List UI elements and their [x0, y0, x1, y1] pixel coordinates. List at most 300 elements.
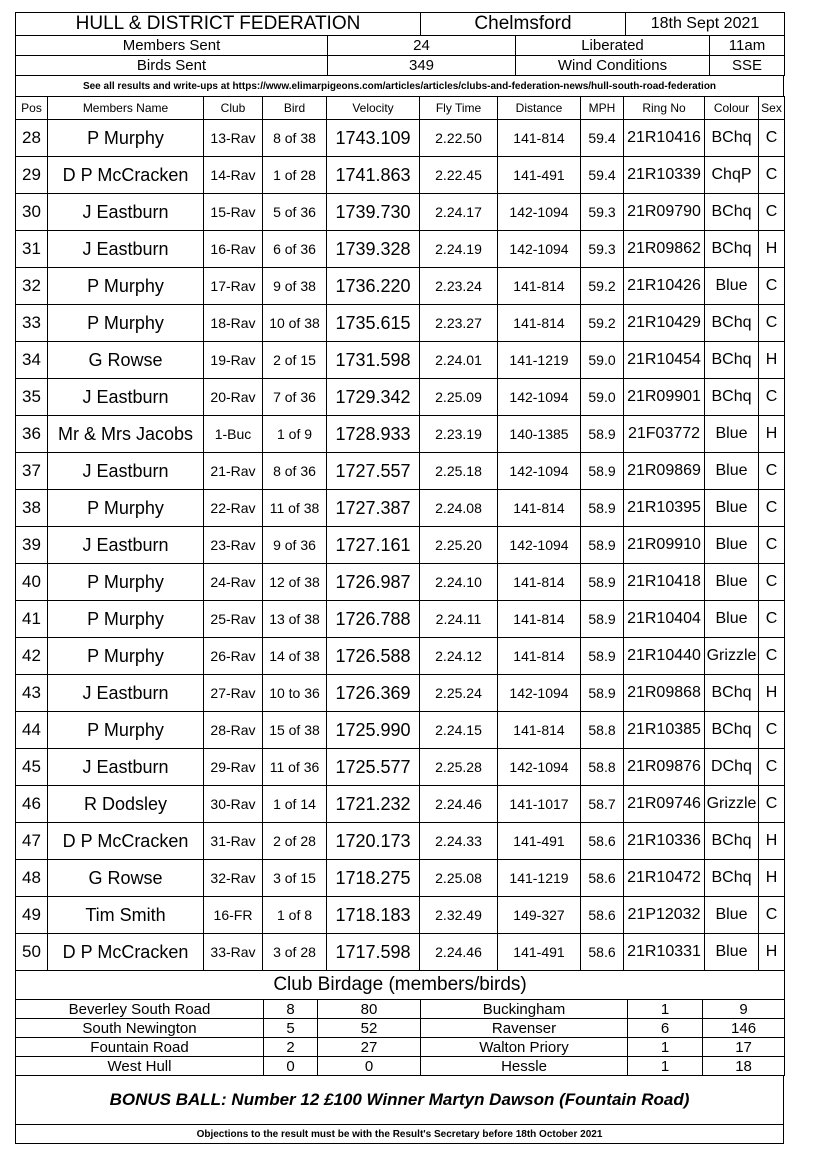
cell-distance: 142-1094 [498, 194, 581, 231]
cell-velocity: 1728.933 [327, 416, 420, 453]
cell-mph: 58.7 [581, 786, 624, 823]
table-row [16, 601, 785, 638]
cell-members-name: R Dodsley [48, 786, 204, 823]
cell-club: 23-Rav [204, 527, 263, 564]
cell-mph: 58.8 [581, 749, 624, 786]
cell-mph: 58.9 [581, 527, 624, 564]
cell-fly-time: 2.24.19 [420, 231, 498, 268]
cell-members-name: J Eastburn [48, 749, 204, 786]
table-row [16, 786, 785, 823]
cell-bird: 10 of 38 [263, 305, 327, 342]
cell-colour: BChq [705, 342, 759, 379]
cell-mph: 58.8 [581, 712, 624, 749]
cell-ring-no: 21R10416 [624, 120, 705, 157]
table-row [16, 194, 785, 231]
header-table [15, 12, 785, 36]
birdage-members: 1 [628, 1038, 703, 1057]
cell-fly-time: 2.25.24 [420, 675, 498, 712]
cell-sex: H [759, 675, 785, 712]
cell-fly-time: 2.24.15 [420, 712, 498, 749]
cell-ring-no: 21R10472 [624, 860, 705, 897]
cell-club: 21-Rav [204, 453, 263, 490]
cell-mph: 58.9 [581, 564, 624, 601]
birdage-birds: 80 [318, 1000, 421, 1019]
cell-bird: 14 of 38 [263, 638, 327, 675]
race-location: Chelmsford [421, 13, 626, 36]
cell-colour: Grizzle [705, 786, 759, 823]
cell-fly-time: 2.24.46 [420, 934, 498, 971]
cell-fly-time: 2.25.18 [420, 453, 498, 490]
cell-mph: 58.6 [581, 823, 624, 860]
cell-velocity: 1726.369 [327, 675, 420, 712]
column-header-colour: Colour [705, 97, 759, 120]
cell-club: 20-Rav [204, 379, 263, 416]
cell-colour: Grizzle [705, 638, 759, 675]
birdage-club-name: Beverley South Road [16, 1000, 264, 1019]
cell-ring-no: 21R09876 [624, 749, 705, 786]
column-header-ring-no: Ring No [624, 97, 705, 120]
cell-pos: 28 [16, 120, 48, 157]
bonus-ball-text: BONUS BALL: Number 12 £100 Winner Martyn Dawson (Fountain Road) [16, 1076, 784, 1125]
cell-sex: C [759, 305, 785, 342]
cell-distance: 141-814 [498, 601, 581, 638]
cell-sex: C [759, 786, 785, 823]
birdage-title: Club Birdage (members/birds) [16, 971, 785, 1000]
cell-colour: BChq [705, 305, 759, 342]
birdage-birds: 146 [703, 1019, 785, 1038]
cell-members-name: D P McCracken [48, 823, 204, 860]
cell-ring-no: 21P12032 [624, 897, 705, 934]
cell-ring-no: 21R09901 [624, 379, 705, 416]
cell-ring-no: 21R09869 [624, 453, 705, 490]
cell-mph: 59.3 [581, 194, 624, 231]
cell-velocity: 1726.588 [327, 638, 420, 675]
cell-bird: 3 of 28 [263, 934, 327, 971]
cell-ring-no: 21R09746 [624, 786, 705, 823]
cell-distance: 141-814 [498, 564, 581, 601]
table-row [16, 897, 785, 934]
table-row [16, 305, 785, 342]
column-header-pos: Pos [16, 97, 48, 120]
cell-colour: Blue [705, 453, 759, 490]
cell-mph: 58.9 [581, 416, 624, 453]
table-row [16, 860, 785, 897]
cell-colour: BChq [705, 379, 759, 416]
cell-members-name: G Rowse [48, 860, 204, 897]
cell-bird: 15 of 38 [263, 712, 327, 749]
cell-sex: C [759, 564, 785, 601]
cell-bird: 1 of 28 [263, 157, 327, 194]
birdage-birds: 27 [318, 1038, 421, 1057]
cell-velocity: 1735.615 [327, 305, 420, 342]
cell-pos: 29 [16, 157, 48, 194]
cell-members-name: P Murphy [48, 564, 204, 601]
table-row [16, 453, 785, 490]
cell-fly-time: 2.24.33 [420, 823, 498, 860]
cell-colour: Blue [705, 527, 759, 564]
cell-colour: Blue [705, 268, 759, 305]
cell-sex: H [759, 342, 785, 379]
cell-club: 25-Rav [204, 601, 263, 638]
cell-club: 28-Rav [204, 712, 263, 749]
cell-ring-no: 21F03772 [624, 416, 705, 453]
column-header-members-name: Members Name [48, 97, 204, 120]
cell-colour: Blue [705, 564, 759, 601]
table-row [16, 527, 785, 564]
cell-fly-time: 2.25.09 [420, 379, 498, 416]
cell-distance: 142-1094 [498, 231, 581, 268]
cell-fly-time: 2.23.19 [420, 416, 498, 453]
cell-sex: C [759, 268, 785, 305]
birdage-club-name: South Newington [16, 1019, 264, 1038]
cell-distance: 141-814 [498, 120, 581, 157]
cell-pos: 35 [16, 379, 48, 416]
cell-ring-no: 21R09862 [624, 231, 705, 268]
cell-pos: 32 [16, 268, 48, 305]
members-sent-label: Members Sent [16, 36, 328, 56]
table-row [16, 268, 785, 305]
birdage-row [16, 1057, 785, 1076]
cell-velocity: 1718.183 [327, 897, 420, 934]
cell-velocity: 1731.598 [327, 342, 420, 379]
cell-members-name: P Murphy [48, 268, 204, 305]
cell-sex: H [759, 823, 785, 860]
cell-club: 22-Rav [204, 490, 263, 527]
cell-club: 18-Rav [204, 305, 263, 342]
birds-sent-label: Birds Sent [16, 56, 328, 76]
cell-fly-time: 2.25.28 [420, 749, 498, 786]
cell-pos: 46 [16, 786, 48, 823]
cell-fly-time: 2.24.12 [420, 638, 498, 675]
column-header-bird: Bird [263, 97, 327, 120]
birdage-table [15, 970, 785, 1076]
table-row [16, 934, 785, 971]
birdage-club-name: West Hull [16, 1057, 264, 1076]
cell-fly-time: 2.32.49 [420, 897, 498, 934]
cell-velocity: 1736.220 [327, 268, 420, 305]
cell-distance: 141-814 [498, 490, 581, 527]
table-row [16, 638, 785, 675]
birdage-members: 0 [264, 1057, 318, 1076]
cell-distance: 141-1219 [498, 860, 581, 897]
birdage-members: 5 [264, 1019, 318, 1038]
table-row [16, 342, 785, 379]
cell-bird: 10 to 36 [263, 675, 327, 712]
cell-sex: C [759, 120, 785, 157]
cell-ring-no: 21R09790 [624, 194, 705, 231]
results-table [15, 96, 785, 971]
meta-table [15, 35, 785, 76]
cell-fly-time: 2.25.08 [420, 860, 498, 897]
cell-pos: 37 [16, 453, 48, 490]
cell-bird: 11 of 36 [263, 749, 327, 786]
cell-bird: 7 of 36 [263, 379, 327, 416]
cell-velocity: 1725.577 [327, 749, 420, 786]
cell-mph: 58.6 [581, 860, 624, 897]
cell-members-name: P Murphy [48, 712, 204, 749]
table-row [16, 120, 785, 157]
cell-pos: 36 [16, 416, 48, 453]
cell-club: 1-Buc [204, 416, 263, 453]
cell-fly-time: 2.25.20 [420, 527, 498, 564]
column-header-distance: Distance [498, 97, 581, 120]
cell-mph: 58.9 [581, 638, 624, 675]
cell-distance: 141-1017 [498, 786, 581, 823]
cell-mph: 59.3 [581, 231, 624, 268]
cell-sex: H [759, 231, 785, 268]
cell-mph: 58.9 [581, 601, 624, 638]
birdage-club-name: Fountain Road [16, 1038, 264, 1057]
cell-members-name: J Eastburn [48, 194, 204, 231]
cell-members-name: Mr & Mrs Jacobs [48, 416, 204, 453]
cell-members-name: P Murphy [48, 601, 204, 638]
cell-fly-time: 2.24.10 [420, 564, 498, 601]
cell-pos: 42 [16, 638, 48, 675]
cell-colour: Blue [705, 601, 759, 638]
cell-club: 33-Rav [204, 934, 263, 971]
results-body [16, 120, 785, 971]
cell-distance: 141-1219 [498, 342, 581, 379]
cell-velocity: 1721.232 [327, 786, 420, 823]
results-link[interactable]: See all results and write-ups at https://www.elimarpigeons.com/articles/articles/clubs-and-federation-news/hull-south-road-federation [16, 76, 784, 97]
cell-velocity: 1743.109 [327, 120, 420, 157]
cell-mph: 58.6 [581, 897, 624, 934]
cell-distance: 141-814 [498, 712, 581, 749]
cell-sex: C [759, 453, 785, 490]
cell-velocity: 1739.328 [327, 231, 420, 268]
cell-distance: 142-1094 [498, 379, 581, 416]
birdage-club-name: Walton Priory [421, 1038, 628, 1057]
cell-mph: 58.9 [581, 453, 624, 490]
cell-distance: 141-814 [498, 638, 581, 675]
table-row [16, 157, 785, 194]
cell-velocity: 1729.342 [327, 379, 420, 416]
cell-distance: 141-491 [498, 934, 581, 971]
cell-distance: 142-1094 [498, 749, 581, 786]
cell-colour: BChq [705, 675, 759, 712]
cell-club: 19-Rav [204, 342, 263, 379]
liberated-value: 11am [710, 36, 785, 56]
cell-sex: C [759, 897, 785, 934]
birdage-birds: 17 [703, 1038, 785, 1057]
cell-velocity: 1725.990 [327, 712, 420, 749]
cell-pos: 45 [16, 749, 48, 786]
cell-ring-no: 21R10454 [624, 342, 705, 379]
cell-pos: 38 [16, 490, 48, 527]
cell-members-name: D P McCracken [48, 157, 204, 194]
cell-sex: H [759, 934, 785, 971]
birdage-birds: 0 [318, 1057, 421, 1076]
table-row [16, 675, 785, 712]
cell-distance: 142-1094 [498, 527, 581, 564]
cell-club: 30-Rav [204, 786, 263, 823]
cell-ring-no: 21R09910 [624, 527, 705, 564]
link-table [15, 75, 784, 97]
cell-bird: 12 of 38 [263, 564, 327, 601]
column-header-sex: Sex [759, 97, 785, 120]
liberated-label: Liberated [516, 36, 710, 56]
cell-ring-no: 21R10339 [624, 157, 705, 194]
cell-fly-time: 2.24.46 [420, 786, 498, 823]
cell-members-name: Tim Smith [48, 897, 204, 934]
birdage-members: 1 [628, 1000, 703, 1019]
cell-pos: 40 [16, 564, 48, 601]
column-header-row [16, 97, 785, 120]
cell-members-name: D P McCracken [48, 934, 204, 971]
birdage-members: 1 [628, 1057, 703, 1076]
cell-pos: 43 [16, 675, 48, 712]
cell-ring-no: 21R10440 [624, 638, 705, 675]
cell-sex: C [759, 379, 785, 416]
cell-colour: BChq [705, 120, 759, 157]
table-row [16, 379, 785, 416]
cell-colour: BChq [705, 712, 759, 749]
cell-pos: 48 [16, 860, 48, 897]
federation-title: HULL & DISTRICT FEDERATION [16, 13, 421, 36]
column-header-mph: MPH [581, 97, 624, 120]
cell-velocity: 1727.557 [327, 453, 420, 490]
cell-fly-time: 2.24.01 [420, 342, 498, 379]
cell-bird: 6 of 36 [263, 231, 327, 268]
birdage-birds: 18 [703, 1057, 785, 1076]
cell-mph: 58.9 [581, 490, 624, 527]
cell-members-name: J Eastburn [48, 231, 204, 268]
cell-members-name: P Murphy [48, 490, 204, 527]
cell-pos: 41 [16, 601, 48, 638]
cell-ring-no: 21R10404 [624, 601, 705, 638]
cell-distance: 141-814 [498, 268, 581, 305]
cell-club: 15-Rav [204, 194, 263, 231]
cell-ring-no: 21R10418 [624, 564, 705, 601]
cell-velocity: 1717.598 [327, 934, 420, 971]
cell-fly-time: 2.22.50 [420, 120, 498, 157]
cell-mph: 59.0 [581, 379, 624, 416]
cell-sex: C [759, 712, 785, 749]
cell-bird: 1 of 14 [263, 786, 327, 823]
cell-mph: 59.2 [581, 268, 624, 305]
cell-bird: 13 of 38 [263, 601, 327, 638]
cell-sex: C [759, 638, 785, 675]
cell-ring-no: 21R10426 [624, 268, 705, 305]
cell-members-name: P Murphy [48, 120, 204, 157]
cell-colour: DChq [705, 749, 759, 786]
cell-colour: Blue [705, 416, 759, 453]
column-header-velocity: Velocity [327, 97, 420, 120]
table-row [16, 564, 785, 601]
wind-value: SSE [710, 56, 785, 76]
table-row [16, 231, 785, 268]
cell-club: 31-Rav [204, 823, 263, 860]
cell-bird: 3 of 15 [263, 860, 327, 897]
bonus-table [15, 1075, 784, 1125]
cell-ring-no: 21R10336 [624, 823, 705, 860]
cell-velocity: 1741.863 [327, 157, 420, 194]
cell-colour: BChq [705, 194, 759, 231]
cell-colour: BChq [705, 860, 759, 897]
cell-distance: 142-1094 [498, 675, 581, 712]
cell-velocity: 1727.161 [327, 527, 420, 564]
birdage-club-name: Ravenser [421, 1019, 628, 1038]
cell-bird: 11 of 38 [263, 490, 327, 527]
cell-distance: 149-327 [498, 897, 581, 934]
footer-table [15, 1124, 784, 1144]
cell-pos: 30 [16, 194, 48, 231]
cell-velocity: 1718.275 [327, 860, 420, 897]
column-header-club: Club [204, 97, 263, 120]
objections-note: Objections to the result must be with the Result's Secretary before 18th October 2021 [16, 1125, 784, 1144]
cell-mph: 59.0 [581, 342, 624, 379]
birdage-row [16, 1000, 785, 1019]
members-sent-value: 24 [328, 36, 516, 56]
cell-bird: 1 of 9 [263, 416, 327, 453]
cell-pos: 31 [16, 231, 48, 268]
cell-ring-no: 21R09868 [624, 675, 705, 712]
table-row [16, 749, 785, 786]
table-row [16, 416, 785, 453]
cell-club: 29-Rav [204, 749, 263, 786]
cell-sex: C [759, 601, 785, 638]
cell-mph: 58.6 [581, 934, 624, 971]
results-sheet [15, 12, 784, 1144]
cell-club: 16-Rav [204, 231, 263, 268]
cell-club: 26-Rav [204, 638, 263, 675]
cell-bird: 5 of 36 [263, 194, 327, 231]
birdage-birds: 52 [318, 1019, 421, 1038]
cell-distance: 141-814 [498, 305, 581, 342]
cell-club: 24-Rav [204, 564, 263, 601]
column-header-fly-time: Fly Time [420, 97, 498, 120]
cell-bird: 2 of 15 [263, 342, 327, 379]
cell-ring-no: 21R10395 [624, 490, 705, 527]
cell-pos: 34 [16, 342, 48, 379]
cell-distance: 142-1094 [498, 453, 581, 490]
birds-sent-value: 349 [328, 56, 516, 76]
cell-members-name: J Eastburn [48, 675, 204, 712]
birdage-members: 2 [264, 1038, 318, 1057]
cell-bird: 8 of 38 [263, 120, 327, 157]
cell-members-name: J Eastburn [48, 453, 204, 490]
cell-mph: 58.9 [581, 675, 624, 712]
cell-sex: C [759, 194, 785, 231]
cell-colour: Blue [705, 897, 759, 934]
birdage-body [16, 1000, 785, 1076]
birdage-birds: 9 [703, 1000, 785, 1019]
cell-club: 32-Rav [204, 860, 263, 897]
cell-colour: Blue [705, 490, 759, 527]
birdage-club-name: Buckingham [421, 1000, 628, 1019]
cell-fly-time: 2.22.45 [420, 157, 498, 194]
cell-fly-time: 2.23.24 [420, 268, 498, 305]
cell-sex: C [759, 157, 785, 194]
cell-velocity: 1726.788 [327, 601, 420, 638]
cell-ring-no: 21R10429 [624, 305, 705, 342]
birdage-row [16, 1038, 785, 1057]
cell-fly-time: 2.23.27 [420, 305, 498, 342]
cell-fly-time: 2.24.11 [420, 601, 498, 638]
cell-distance: 141-491 [498, 823, 581, 860]
cell-sex: C [759, 749, 785, 786]
cell-members-name: P Murphy [48, 638, 204, 675]
birdage-members: 8 [264, 1000, 318, 1019]
cell-distance: 141-491 [498, 157, 581, 194]
cell-club: 27-Rav [204, 675, 263, 712]
birdage-members: 6 [628, 1019, 703, 1038]
cell-velocity: 1727.387 [327, 490, 420, 527]
cell-velocity: 1739.730 [327, 194, 420, 231]
cell-velocity: 1726.987 [327, 564, 420, 601]
cell-bird: 1 of 8 [263, 897, 327, 934]
cell-bird: 2 of 28 [263, 823, 327, 860]
